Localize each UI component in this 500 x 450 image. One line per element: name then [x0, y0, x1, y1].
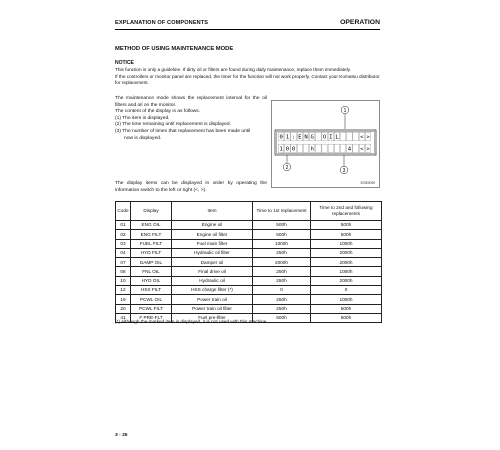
cell-following-replacements: 2000h: [311, 276, 382, 285]
lcd-char: O: [322, 134, 327, 141]
cell-item: Power train oil filter: [172, 304, 253, 313]
cell-first-replacement: 500h: [253, 221, 311, 230]
intro-paragraph-1: The maintenance mode shows the replacement interval for the oil filters and oil on the monitor.: [115, 96, 267, 108]
cell-code: 01: [116, 221, 131, 230]
lcd-char: <: [360, 146, 364, 153]
table-row: [116, 304, 382, 313]
intro-text: [115, 96, 267, 142]
cell-code: 04: [116, 248, 131, 257]
cell-following-replacements: 1000h: [311, 239, 382, 248]
callout-1-label: 1: [343, 107, 347, 114]
page-number: 3 - 25: [115, 433, 128, 438]
intro-item-3-cont: now is displayed.: [124, 135, 162, 141]
cell-following-replacements: 1000h: [311, 295, 382, 304]
cell-display: DAMP OIL: [131, 258, 172, 267]
header-following-replacements: Time to 2nd and following replacements: [311, 202, 382, 221]
table-row: [116, 230, 382, 239]
cell-item: Damper oil: [172, 258, 253, 267]
intro-paragraph-2: The content of the display is as follows.: [115, 109, 201, 115]
cell-display: HSS FILT: [131, 286, 172, 295]
callout-2-label: 2: [285, 164, 289, 171]
table-row: [116, 267, 382, 276]
cell-code: 20: [116, 304, 131, 313]
cell-code: 03: [116, 239, 131, 248]
cell-code: 12: [116, 286, 131, 295]
cell-first-replacement: 250h: [253, 295, 311, 304]
lcd-char: 1: [279, 146, 283, 153]
cell-following-replacements: 1000h: [311, 267, 382, 276]
cell-display: PCWL FILT: [131, 304, 172, 313]
lcd-char: 0: [279, 134, 283, 141]
cell-item: Fuel pre-filter: [172, 313, 253, 322]
cell-first-replacement: 0: [253, 286, 311, 295]
callout-3-label: 3: [342, 167, 346, 174]
table-row: [116, 221, 382, 230]
cell-first-replacement: 250h: [253, 304, 311, 313]
lcd-char: 0: [291, 146, 296, 153]
cell-code: 07: [116, 258, 131, 267]
intro-item-1: (1) The item is displayed.: [115, 115, 170, 121]
cell-item: HSS charge filter (*): [172, 286, 253, 295]
header-first-replacement: Time to 1st replacement: [253, 202, 311, 221]
cell-display: ENG OIL: [131, 221, 172, 230]
callout-3: [340, 166, 348, 174]
cell-item: Engine oil filter: [172, 230, 253, 239]
cell-item: Power train oil: [172, 295, 253, 304]
cell-display: F PRE-FLT: [131, 313, 172, 322]
table-row: [116, 248, 382, 257]
callout-2: [283, 163, 291, 171]
chapter-title: OPERATION: [340, 19, 380, 26]
header-display: Display: [131, 202, 172, 221]
cell-first-replacement: 250h: [253, 248, 311, 257]
cell-item: Fuel main filter: [172, 239, 253, 248]
table-body: [116, 221, 382, 323]
cell-following-replacements: 0: [311, 286, 382, 295]
cell-display: FNL OIL: [131, 267, 172, 276]
cell-code: 02: [116, 230, 131, 239]
page-title: METHOD OF USING MAINTENANCE MODE: [115, 46, 234, 52]
cell-display: PCWL OIL: [131, 295, 172, 304]
cell-first-replacement: 2000h: [253, 258, 311, 267]
cell-display: FUEL FILT: [131, 239, 172, 248]
cell-display: HYD FILT: [131, 248, 172, 257]
intro-item-2: (2) The time remaining until replacement is displayed.: [115, 122, 231, 128]
cell-first-replacement: 250h: [253, 276, 311, 285]
lcd-char: N: [304, 134, 308, 141]
cell-first-replacement: 1000h: [253, 239, 311, 248]
notice-heading: NOTICE: [115, 60, 134, 66]
monitor-display-figure: [271, 100, 380, 188]
cell-following-replacements: 500h: [311, 230, 382, 239]
table-header-row: [116, 202, 382, 221]
lcd-char: L: [335, 134, 339, 141]
lcd-char: 1: [285, 134, 290, 141]
cell-code: 08: [116, 267, 131, 276]
lcd-char: G: [310, 134, 314, 141]
lcd-char: <: [360, 134, 364, 141]
section-title: EXPLANATION OF COMPONENTS: [115, 20, 209, 26]
notice-line-1: This function is only a guideline. If dirty oil or filters are found during daily maintenance, replace them immediately.: [115, 67, 351, 72]
cell-item: Hydraulic oil: [172, 276, 253, 285]
cell-code: 19: [116, 295, 131, 304]
cell-display: ENG FILT: [131, 230, 172, 239]
figure-code: 923E0095: [360, 181, 375, 185]
lcd-char: >: [366, 146, 370, 153]
cell-item: Final drive oil: [172, 267, 253, 276]
cell-item: Engine oil: [172, 221, 253, 230]
cell-first-replacement: 250h: [253, 267, 311, 276]
cell-following-replacements: 2000h: [311, 248, 382, 257]
notice-line-2: If the controllers or monitor panel are replaced, the timer for the function will not work properly. Contact your Komatsu distributor for replacement.: [115, 73, 380, 86]
header-item: Item: [172, 202, 253, 221]
cell-following-replacements: 500h: [311, 221, 382, 230]
cell-display: HYD OIL: [131, 276, 172, 285]
lcd-char: :: [291, 134, 296, 141]
cell-following-replacements: 2000h: [311, 258, 382, 267]
lcd-char: I: [329, 134, 333, 141]
cell-first-replacement: 500h: [253, 313, 311, 322]
intro-paragraph-3: The display items can be displayed in order by operating the information switch to the left or right (<, >).: [115, 181, 267, 193]
callout-1: [341, 106, 349, 114]
table-row: [116, 286, 382, 295]
lcd-char: h: [310, 146, 314, 153]
lcd-char: 0: [285, 146, 290, 153]
page-header: [115, 20, 380, 30]
lcd-char: E: [298, 134, 302, 141]
header-code: Code: [116, 202, 131, 221]
cell-following-replacements: 500h: [311, 304, 382, 313]
lcd-char: 4: [347, 146, 352, 153]
table-row: [116, 258, 382, 267]
cell-item: Hydraulic oil filter: [172, 248, 253, 257]
lcd-char: >: [366, 134, 370, 141]
cell-following-replacements: 500h: [311, 313, 382, 322]
table-row: [116, 276, 382, 285]
cell-code: 41: [116, 313, 131, 322]
intro-item-3: (3) The number of times that replacement has been made until: [115, 128, 251, 134]
notice-text: [115, 67, 385, 87]
cell-first-replacement: 500h: [253, 230, 311, 239]
cell-code: 10: [116, 276, 131, 285]
maintenance-table: [115, 201, 382, 323]
table-row: [116, 295, 382, 304]
footnote: (*) Although the marked item is displayed, it is not used with this machine.: [115, 319, 268, 324]
table-row: [116, 239, 382, 248]
